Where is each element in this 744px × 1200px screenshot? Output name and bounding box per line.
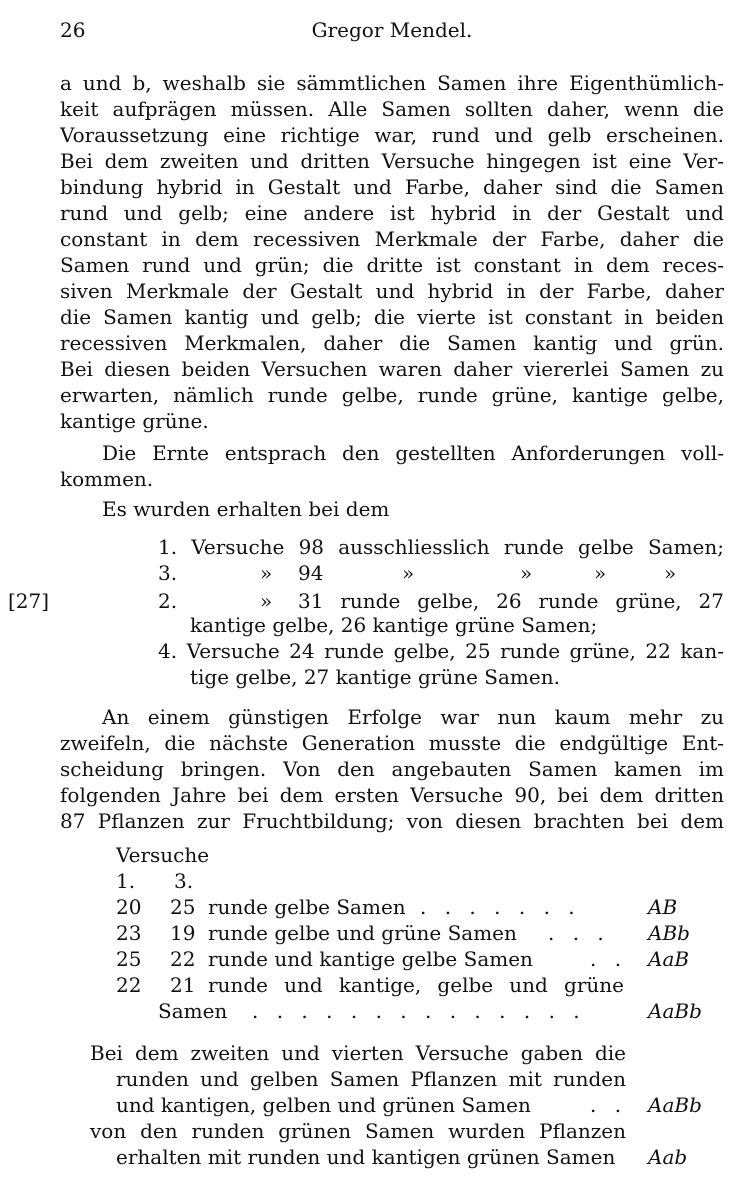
para2-line: Die Ernte entsprach den gestellten Anforderungen voll- [102,441,724,465]
running-header [60,18,724,46]
result-line-2-cont: kantige gelbe, 26 kantige grüne Samen; [190,613,598,637]
para4-line: folgenden Jahre bei dem ersten Versuche 90, bei dem dritten [60,783,724,807]
para3-line: Es wurden erhalten bei dem [102,497,390,521]
para1-line: Bei diesen beiden Versuchen waren daher viererlei Samen zu [60,357,724,381]
para2-line: kommen. [60,467,154,491]
result-line-4-cont: tige gelbe, 27 kantige grüne Samen. [190,665,560,689]
para1-line: constant in dem recessiven Merkmale der Farbe, daher die [60,227,724,251]
para1-line: recessiven Merkmalen, daher die Samen kantig und grün. [60,331,724,355]
page-number: 26 [60,18,86,42]
para4-line: scheidung bringen. Von den angebauten Samen kamen im [60,757,724,781]
table-col-1: 1. [116,869,136,893]
para1-line: siven Merkmale der Gestalt und hybrid in der Farbe, daher [60,279,724,303]
book-page: 26 Gregor Mendel. a und b, weshalb sie sämmtlichen Samen ihre Eigenthümlich- keit aufprägen müssen. Alle Samen sollten daher, wenn die Voraussetzung eine richtige war, rund und gelb erscheinen. Bei dem zweiten und dritten Versuche hingegen ist eine Ver- bindung hybrid in Gestalt und Farbe, daher sind die Samen rund und gelb; eine andere ist hybrid in der Gestalt und constant in dem recessiven Merkmale der Farbe, daher die Samen rund und grün; die dritte ist constant in dem reces- siven Merkmale der Gestalt und hybrid in der Farbe, daher die Samen kantig und gelb; die vierte ist constant in beiden recessiven Merkmalen, daher die Samen kantig und grün. Bei diesen beiden Versuchen waren daher viererlei Samen zu erwarten, nämlich runde gelbe, runde grüne, kantige gelbe, kantige grüne. Die Ernte entsprach den gestellten Anforderungen voll- kommen. Es wurden erhalten bei dem 1. Versuche 98 ausschliesslich runde gelbe Samen; 3. » 94 » » » » [27] 2. » 31 runde gelbe, 26 runde grüne, 27 kantige gelbe, 26 kantige grüne Samen; 4. Versuche 24 runde gelbe, 25 runde grüne, 22 kan- tige gelbe, 27 kantige grüne Samen. An einem günstigen Erfolge war nun kaum mehr zu zweifeln, die nächste Generation musste die endgültige Ent- scheidung bringen. Von den angebauten Samen kamen im folgenden Jahre bei dem ersten Versuche 90, bei dem dritten 87 Pflanzen zur Fruchtbildung; von diesen brachten bei dem Versuche 1. 3. 20 25 runde gelbe Samen . . . . . . . AB 23 19 runde gelbe und grüne Samen . . . ABb 25 22 runde und kantige gelbe Samen . . AaB 22 21 runde und kantige, gelbe und grüne Samen . . . . . . . . . . . . . . AaBb Bei dem zweiten und vierten Versuche gaben die runden und gelben Samen Pflanzen mit runden und kantigen, gelben und grünen Samen . . AaBb von den runden grünen Samen wurden Pflanzen erhalten mit runden und kantigen grünen Samen Aab [8,18,724,1169]
para1-line: Voraussetzung eine richtige war, rund und gelb erscheinen. [60,123,724,147]
side-note-page-ref: [27] [8,589,50,613]
para4-line: An einem günstigen Erfolge war nun kaum mehr zu [102,705,724,729]
running-title: Gregor Mendel. [311,18,473,42]
table-header: Versuche [116,843,210,867]
para1-line: die Samen kantig und gelb; die vierte ist constant in beiden [60,305,724,329]
result-line-4: 4. Versuche 24 runde gelbe, 25 runde grüne, 22 kan- [158,639,724,663]
para1-line: Samen rund und grün; die dritte ist constant in dem reces- [60,253,724,277]
para4-line: zweifeln, die nächste Generation musste die endgültige Ent- [60,731,724,755]
result-line-1: 1. Versuche 98 ausschliesslich runde gelbe Samen; [158,535,724,559]
para1-line: kantige grüne. [60,409,209,433]
para4-line: 87 Pflanzen zur Fruchtbildung; von diesen brachten bei dem [60,809,724,833]
para1-line: rund und gelb; eine andere ist hybrid in der Gestalt und [60,201,724,225]
para1-line: keit aufprägen müssen. Alle Samen sollten daher, wenn die [60,97,724,121]
para1-line: bindung hybrid in Gestalt und Farbe, daher sind die Samen [60,175,724,199]
para1-line: a und b, weshalb sie sämmtlichen Samen ihre Eigenthümlich- [60,71,724,95]
para1-line: erwarten, nämlich runde gelbe, runde grüne, kantige gelbe, [60,383,724,407]
para1-line: Bei dem zweiten und dritten Versuche hingegen ist eine Ver- [60,149,724,173]
table-col-3: 3. [174,869,194,893]
